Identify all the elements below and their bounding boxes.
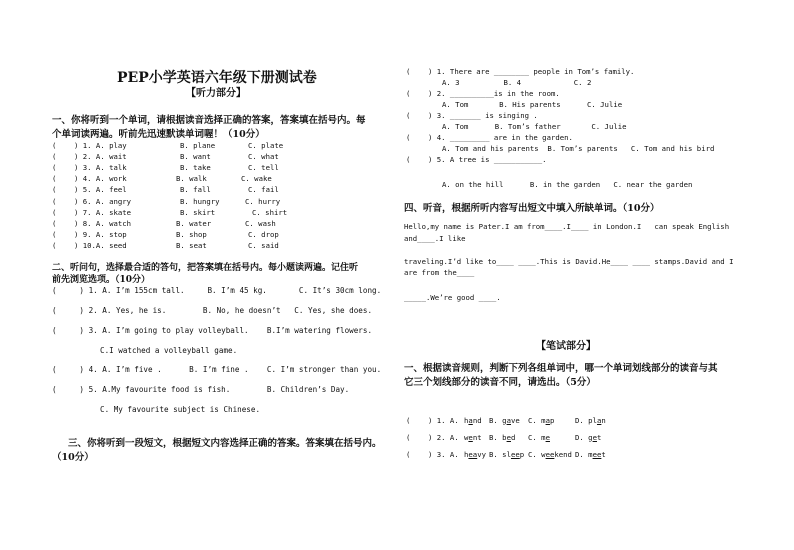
passage-line-3: traveling.I’d like to____ ____.This is David.He____ ____ stamps.David and I [404, 257, 734, 266]
written-section-header: 【笔试部分】 [536, 341, 596, 352]
question-3-4: ( ) 4. _________ are in the garden. [406, 133, 573, 142]
question-2-2: ( ) 2. A. Yes, he is. B. No, he doesn’t C. Yes, she does. [52, 306, 373, 315]
section-5-heading: 一、根据读音规则，判断下列各组单词中，哪一个单词划线部分的读音与其 [404, 363, 718, 374]
listening-section-header: 【听力部分】 [186, 88, 246, 99]
question-3-2: ( ) 2. __________is in the room. [406, 89, 560, 98]
question-3-3-options: A. Tom B. Tom’s father C. Julie [442, 122, 627, 131]
question-3-1-options: A. 3 B. 4 C. 2 [442, 78, 592, 87]
section-5-heading-cont: 它三个划线部分的读音不同，请选出。（5分） [404, 377, 596, 388]
section-1-heading: 一、你将听到一个单词，请根据读音选择正确的答案，答案填在括号内。每 [52, 115, 366, 126]
section-2-heading: 二、听问句，选择最合适的答句，把答案填在括号内。每小题读两遍。记住听 [52, 263, 359, 273]
question-2-1: ( ) 1. A. I’m 155cm tall. B. I’m 45 kg. C. It’s 30cm long. [52, 286, 382, 295]
question-2-4: ( ) 4. A. I’m five . B. I’m fine . C. I’m stronger than you. [52, 365, 382, 374]
question-2-5-option-c: C. My favourite subject is Chinese. [100, 405, 261, 414]
question-3-5-options: A. on the hill B. in the garden C. near the garden [442, 180, 693, 189]
question-2-3-option-c: C.I watched a volleyball game. [100, 346, 238, 355]
page-title: PEP小学英语六年级下册测试卷 [117, 70, 317, 86]
passage-line-5: _____.We’re good ____. [404, 293, 501, 302]
section-4-heading: 四、听音，根据所听内容写出短文中填入所缺单词。（10分） [404, 203, 660, 214]
question-3-1: ( ) 1. There are ________ people in Tom’s family. [406, 67, 635, 76]
question-3-4-options: A. Tom and his parents B. Tom’s parents C. Tom and his bird [442, 144, 715, 153]
question-2-5: ( ) 5. A.My favourite food is fish. B. Children’s Day. [52, 385, 350, 394]
question-3-5: ( ) 5. A tree is ___________. [406, 155, 547, 164]
passage-line-1: Hello,my name is Pater.I am from____.I____ in London.I can speak English [404, 222, 730, 231]
section-3-heading: 三、你将听到一段短文，根据短文内容选择正确的答案。答案填在括号内。 [68, 438, 382, 449]
passage-line-2: and____.I like [404, 234, 466, 243]
section-1-heading-cont: 个单词读两遍。听前先迅速默读单词喔！（10分） [52, 129, 265, 140]
passage-line-4: are from the____ [404, 268, 475, 277]
question-3-2-options: A. Tom B. His parents C. Julie [442, 100, 623, 109]
section-3-heading-cont: （10分） [52, 452, 94, 463]
question-3-3: ( ) 3. _______ is singing . [406, 111, 538, 120]
question-2-3: ( ) 3. A. I’m going to play volleyball. B.I’m watering flowers. [52, 326, 373, 335]
section-2-heading-cont: 前先浏览选项。（10分） [52, 275, 151, 285]
